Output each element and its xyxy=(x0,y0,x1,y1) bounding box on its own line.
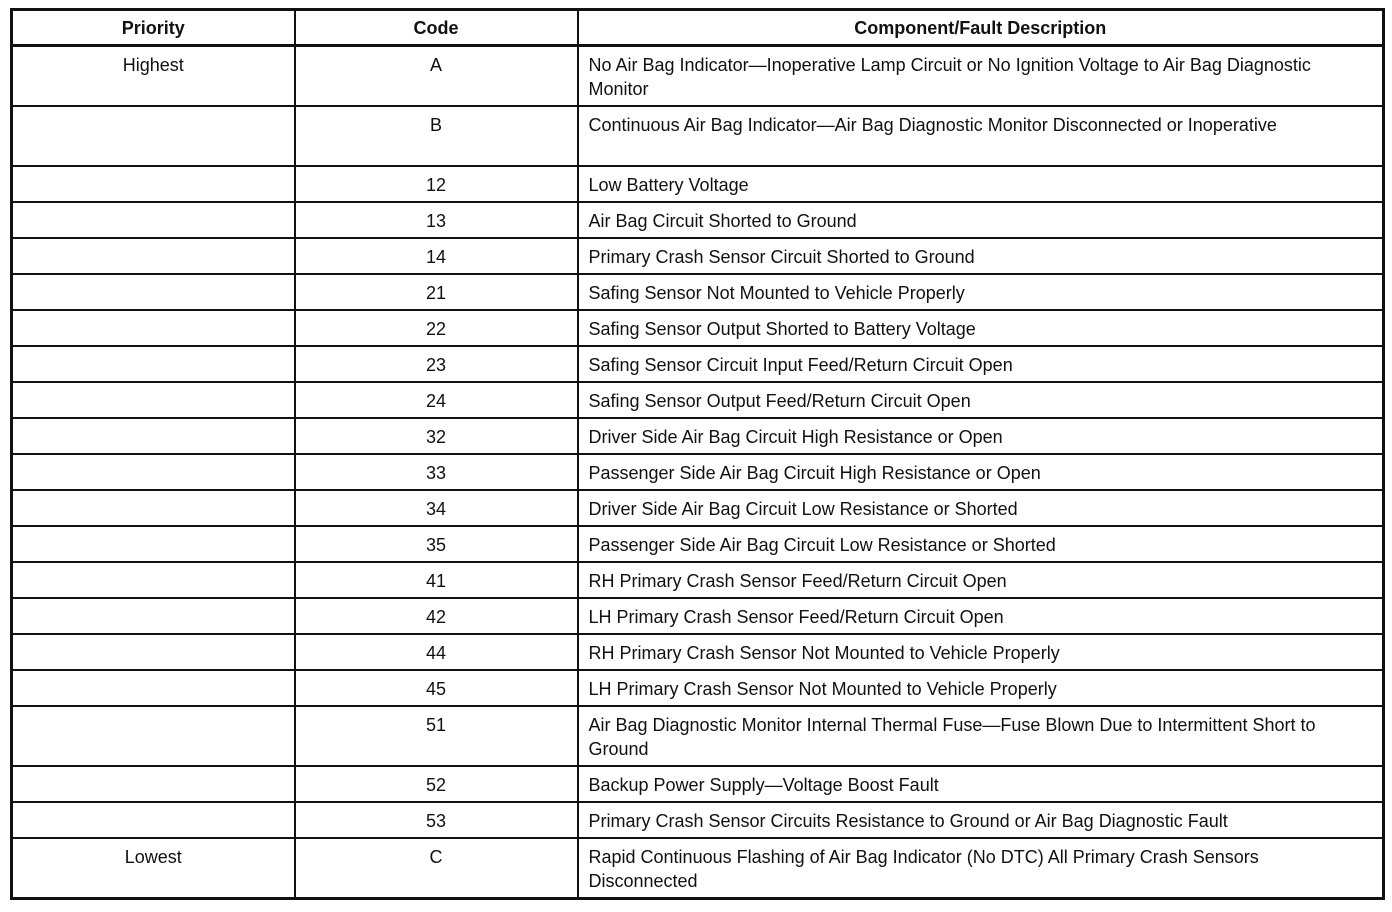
priority-cell xyxy=(12,202,295,238)
code-cell: 13 xyxy=(295,202,578,238)
priority-cell xyxy=(12,634,295,670)
priority-cell xyxy=(12,670,295,706)
table-row xyxy=(12,634,1384,670)
description-cell: Primary Crash Sensor Circuit Shorted to Ground xyxy=(578,238,1384,274)
priority-cell xyxy=(12,310,295,346)
header-description: Component/Fault Description xyxy=(578,10,1384,46)
table-row xyxy=(12,166,1384,202)
table-row xyxy=(12,766,1384,802)
header-priority: Priority xyxy=(12,10,295,46)
code-cell: 34 xyxy=(295,490,578,526)
code-cell: 42 xyxy=(295,598,578,634)
description-cell: Air Bag Diagnostic Monitor Internal Thermal Fuse—Fuse Blown Due to Intermittent Short to Ground xyxy=(578,706,1384,766)
description-cell: No Air Bag Indicator—Inoperative Lamp Circuit or No Ignition Voltage to Air Bag Diagnostic Monitor xyxy=(578,46,1384,107)
code-cell: 21 xyxy=(295,274,578,310)
code-cell: B xyxy=(295,106,578,166)
description-cell: Air Bag Circuit Shorted to Ground xyxy=(578,202,1384,238)
description-cell: Safing Sensor Output Feed/Return Circuit Open xyxy=(578,382,1384,418)
description-cell: Safing Sensor Output Shorted to Battery Voltage xyxy=(578,310,1384,346)
priority-cell xyxy=(12,766,295,802)
code-cell: 45 xyxy=(295,670,578,706)
description-cell: Rapid Continuous Flashing of Air Bag Indicator (No DTC) All Primary Crash Sensors Disconnected xyxy=(578,838,1384,899)
code-cell: 14 xyxy=(295,238,578,274)
code-cell: 52 xyxy=(295,766,578,802)
fault-code-table xyxy=(10,8,1385,900)
priority-cell xyxy=(12,382,295,418)
description-cell: Backup Power Supply—Voltage Boost Fault xyxy=(578,766,1384,802)
priority-cell xyxy=(12,274,295,310)
priority-cell xyxy=(12,106,295,166)
table-row xyxy=(12,202,1384,238)
table-row xyxy=(12,838,1384,899)
priority-cell xyxy=(12,418,295,454)
table-row xyxy=(12,418,1384,454)
priority-cell xyxy=(12,166,295,202)
table-row xyxy=(12,490,1384,526)
code-cell: 35 xyxy=(295,526,578,562)
priority-cell xyxy=(12,706,295,766)
description-cell: RH Primary Crash Sensor Feed/Return Circuit Open xyxy=(578,562,1384,598)
code-cell: 41 xyxy=(295,562,578,598)
code-cell: 24 xyxy=(295,382,578,418)
description-cell: Safing Sensor Circuit Input Feed/Return Circuit Open xyxy=(578,346,1384,382)
priority-cell: Highest xyxy=(12,46,295,107)
priority-cell xyxy=(12,454,295,490)
priority-cell xyxy=(12,562,295,598)
priority-cell xyxy=(12,490,295,526)
code-cell: 51 xyxy=(295,706,578,766)
description-cell: Passenger Side Air Bag Circuit High Resistance or Open xyxy=(578,454,1384,490)
table-row xyxy=(12,310,1384,346)
code-cell: A xyxy=(295,46,578,107)
table-row xyxy=(12,670,1384,706)
description-cell: LH Primary Crash Sensor Not Mounted to Vehicle Properly xyxy=(578,670,1384,706)
table-row xyxy=(12,106,1384,166)
description-cell: Driver Side Air Bag Circuit Low Resistance or Shorted xyxy=(578,490,1384,526)
code-cell: 44 xyxy=(295,634,578,670)
table-row xyxy=(12,346,1384,382)
description-cell: Passenger Side Air Bag Circuit Low Resistance or Shorted xyxy=(578,526,1384,562)
table-row xyxy=(12,562,1384,598)
code-cell: 22 xyxy=(295,310,578,346)
table-row xyxy=(12,274,1384,310)
header-code: Code xyxy=(295,10,578,46)
code-cell: 32 xyxy=(295,418,578,454)
priority-cell xyxy=(12,802,295,838)
fault-code-table-container xyxy=(10,8,1382,900)
table-row xyxy=(12,598,1384,634)
priority-cell: Lowest xyxy=(12,838,295,899)
priority-cell xyxy=(12,526,295,562)
table-row xyxy=(12,454,1384,490)
code-cell: 53 xyxy=(295,802,578,838)
description-cell: Safing Sensor Not Mounted to Vehicle Properly xyxy=(578,274,1384,310)
table-row xyxy=(12,46,1384,107)
code-cell: 12 xyxy=(295,166,578,202)
description-cell: Primary Crash Sensor Circuits Resistance to Ground or Air Bag Diagnostic Fault xyxy=(578,802,1384,838)
priority-cell xyxy=(12,346,295,382)
table-row xyxy=(12,706,1384,766)
table-row xyxy=(12,238,1384,274)
priority-cell xyxy=(12,598,295,634)
table-header-row xyxy=(12,10,1384,46)
table-row xyxy=(12,382,1384,418)
description-cell: Low Battery Voltage xyxy=(578,166,1384,202)
description-cell: Continuous Air Bag Indicator—Air Bag Diagnostic Monitor Disconnected or Inoperative xyxy=(578,106,1384,166)
code-cell: 33 xyxy=(295,454,578,490)
description-cell: LH Primary Crash Sensor Feed/Return Circuit Open xyxy=(578,598,1384,634)
description-cell: Driver Side Air Bag Circuit High Resistance or Open xyxy=(578,418,1384,454)
code-cell: C xyxy=(295,838,578,899)
description-cell: RH Primary Crash Sensor Not Mounted to Vehicle Properly xyxy=(578,634,1384,670)
table-row xyxy=(12,526,1384,562)
table-row xyxy=(12,802,1384,838)
code-cell: 23 xyxy=(295,346,578,382)
priority-cell xyxy=(12,238,295,274)
